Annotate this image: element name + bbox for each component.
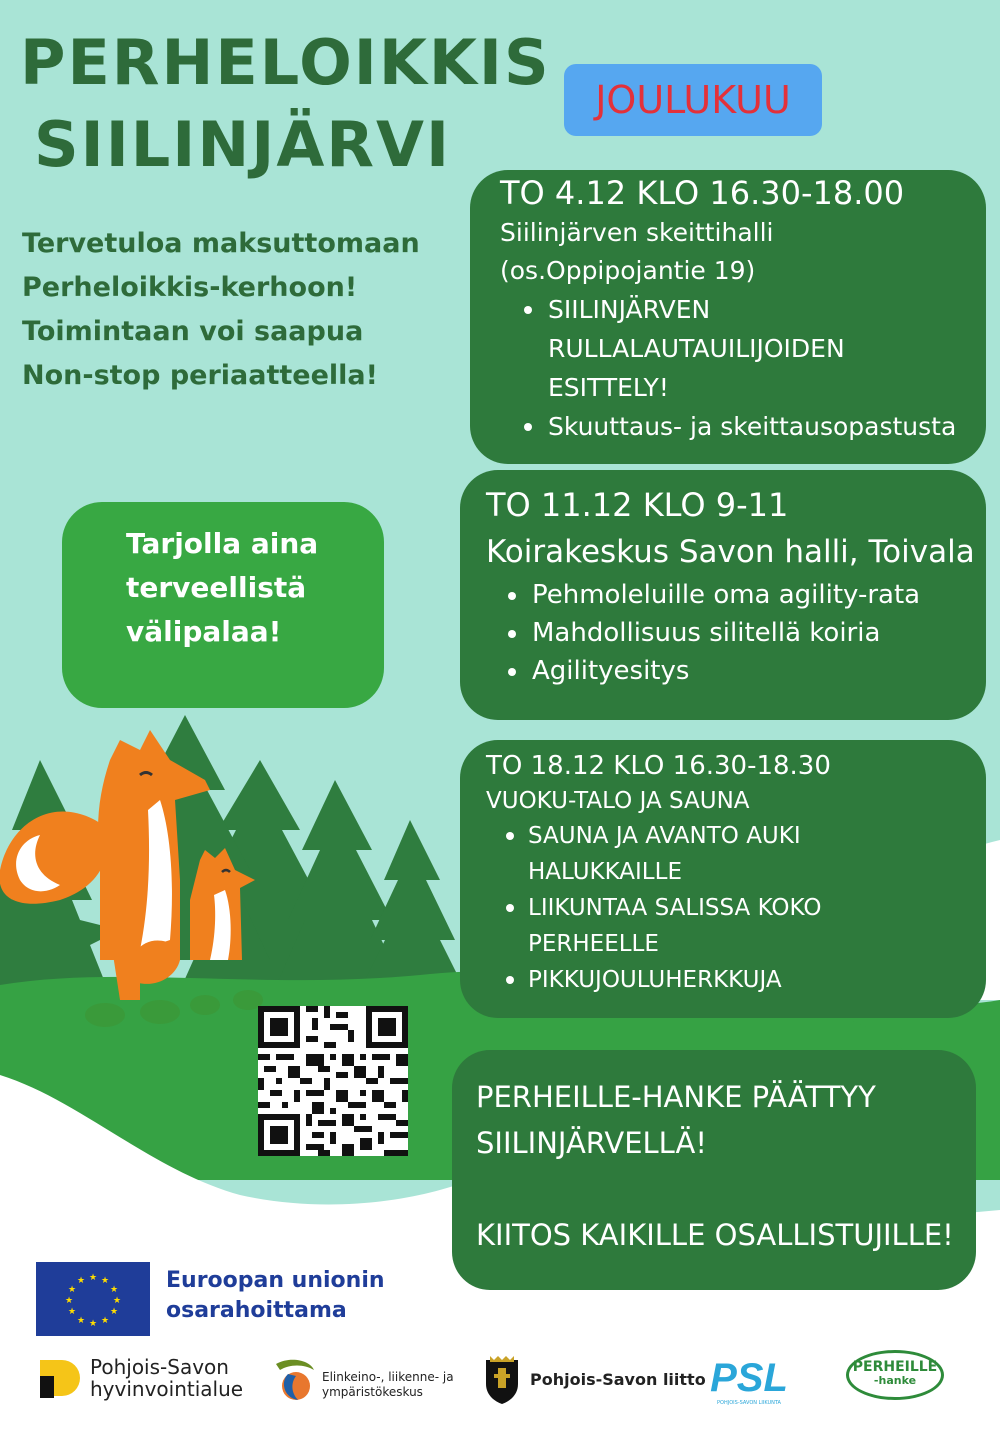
logo-line: hyvinvointialue [90, 1377, 244, 1401]
eu-flag-icon [36, 1262, 150, 1336]
event-bullet: Mahdollisuus silitellä koiria [486, 614, 986, 652]
svg-text:★: ★ [67, 1285, 77, 1295]
event-heading: TO 11.12 KLO 9-11 [486, 486, 789, 524]
svg-text:★: ★ [100, 1316, 110, 1326]
event-bullet: PIKKUJOULUHERKKUJA [486, 962, 858, 998]
welcome-line: Toimintaan voi saapua [22, 316, 364, 347]
logo-line: ympäristökeskus [322, 1385, 423, 1399]
psh-logo-text [90, 1356, 243, 1400]
perheille-logo-text: PERHEILLE [852, 1359, 938, 1375]
event-bullet: Skuuttaus- ja skeittausopastusta [500, 407, 986, 446]
svg-text:★: ★ [109, 1285, 119, 1295]
eu-line: Euroopan unionin [166, 1268, 385, 1293]
liitto-logo-text: Pohjois-Savon liitto [530, 1370, 706, 1389]
psl-logo-subtext: POHJOIS-SAVON LIIKUNTA [717, 1400, 781, 1406]
svg-text:★: ★ [112, 1296, 122, 1306]
poster-title [20, 22, 551, 186]
closing-thanks: KIITOS KAIKILLE OSALLISTUJILLE! [476, 1218, 954, 1252]
closing-card [452, 1050, 976, 1290]
svg-text:★: ★ [67, 1307, 77, 1317]
welcome-text [22, 222, 420, 398]
qr-code[interactable] [258, 1006, 408, 1156]
svg-text:★: ★ [88, 1273, 98, 1283]
month-badge: JOULUKUU [564, 64, 822, 136]
svg-text:★: ★ [100, 1276, 110, 1286]
svg-text:★: ★ [88, 1319, 98, 1329]
perheille-logo [846, 1350, 944, 1400]
event-bullets [486, 818, 986, 998]
svg-text:★: ★ [64, 1296, 74, 1306]
event-bullet: SIILINJÄRVEN RULLALAUTAUILIJOIDEN ESITTELY! [500, 290, 878, 407]
bubble-line: Tarjolla aina [126, 527, 319, 560]
ely-logo-text [322, 1370, 454, 1400]
event-bullet: Pehmoleluille oma agility-rata [486, 576, 986, 614]
event-heading: TO 4.12 KLO 16.30-18.00 [500, 174, 905, 212]
event-card-1 [470, 170, 986, 464]
psh-logo-icon [36, 1356, 82, 1402]
logo-line: Elinkeino-, liikenne- ja [322, 1370, 454, 1384]
psl-logo-text: PSL [710, 1356, 788, 1400]
welcome-line: Perheloikkis-kerhoon! [22, 272, 358, 303]
svg-text:★: ★ [76, 1316, 86, 1326]
eu-funding-text [166, 1266, 385, 1326]
event-bullet: SAUNA JA AVANTO AUKI HALUKKAILLE [486, 818, 858, 890]
closing-line: PERHEILLE-HANKE PÄÄTTYY [476, 1080, 876, 1114]
liitto-coat-of-arms-icon [482, 1354, 522, 1406]
closing-line: SIILINJÄRVELLÄ! [476, 1126, 707, 1160]
event-bullet: Agilityesitys [486, 652, 986, 690]
bubble-line: välipalaa! [126, 615, 282, 648]
event-bullets [500, 290, 986, 446]
event-card-3 [460, 740, 986, 1018]
perheille-logo-subtext: -hanke [873, 1374, 917, 1387]
bubble-line: terveellistä [126, 571, 307, 604]
event-address: (os.Oppipojantie 19) [500, 256, 756, 285]
eu-line: osarahoittama [166, 1298, 347, 1323]
ely-logo-icon [270, 1356, 318, 1404]
svg-text:★: ★ [76, 1276, 86, 1286]
title-line-2: SIILINJÄRVI [34, 108, 452, 181]
snack-speech-bubble [62, 502, 384, 708]
event-card-2 [460, 470, 986, 720]
logo-line: Pohjois-Savon [90, 1355, 229, 1379]
title-line-1: PERHELOIKKIS [20, 26, 551, 99]
event-place: Siilinjärven skeittihalli [500, 218, 774, 247]
event-bullets [486, 576, 986, 690]
event-bullet: LIIKUNTAA SALISSA KOKO PERHEELLE [486, 890, 858, 962]
psl-logo [708, 1356, 790, 1412]
welcome-line: Tervetuloa maksuttomaan [22, 228, 420, 259]
event-place: Koirakeskus Savon halli, Toivala [486, 534, 975, 570]
welcome-line: Non-stop periaatteella! [22, 360, 378, 391]
svg-text:★: ★ [109, 1307, 119, 1317]
event-heading: TO 18.12 KLO 16.30-18.30 [486, 751, 831, 781]
event-place: VUOKU-TALO JA SAUNA [486, 788, 750, 814]
